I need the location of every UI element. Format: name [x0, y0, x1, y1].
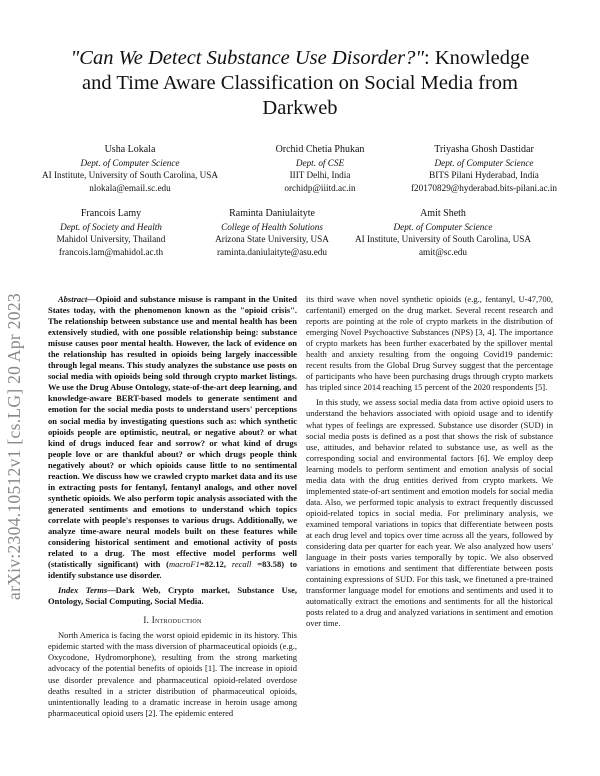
section-heading: [48, 615, 297, 625]
index-terms-text: —Dark Web, Crypto market, Substance Use, Ontology, Social Computing, Social Media.: [48, 585, 297, 607]
author-org: Arizona State University, USA: [215, 234, 329, 245]
arxiv-stamp: arXiv:2304.10512v1 [cs.LG] 20 Apr 2023: [4, 293, 24, 600]
author-block: [252, 144, 388, 194]
author-block: [40, 208, 182, 258]
author-email: amit@sc.edu: [418, 246, 467, 257]
abstract: [48, 294, 297, 581]
author-email: raminta.daniulaityte@asu.edu: [217, 246, 327, 257]
author-org: AI Institute, University of South Carolina, USA: [41, 170, 219, 181]
right-column: [306, 294, 553, 629]
author-email: f20170829@hyderabad.bits-pilani.ac.in: [411, 182, 557, 193]
author-name: Francois Lamy: [80, 208, 142, 219]
author-block: [192, 208, 352, 258]
study-paragraph: In this study, we assess social media data from active opioid users to understand the behaviors associated with opioid usage and to identify what types of feelings are expressed. Substance use disorder (SUD) in social media posts is defined as a post that shows the risk of substance use, attitudes, and behavior related to substance use, as well as the corresponding social and environmental factors [6]. We employ deep learning models to perform sentiment and emotion analysis of social media data with the drug entities derived from crypto markets. We implemented state-of-art sentiment and emotion models for social media data. Also, we performed topic analysis to extract frequently discussed opioid-related topics in social media. For preliminary analysis, we examined temporal variations in topics that differentiate between posts at each drug level and topics over time across all the years, followed by considering data per quarter for each year. We also analyzed how users' language in their posts varies temporally by topic. We also observed variations in emotions and sentiment that differentiate between posts containing expressions of SUD. For this task, we finetuned a pre-trained transformer language model for emotions and sentiments and used it to automatically extract the emotions and sentiments for all the historical posts related to a drug and analyzed variations in sentiment and emotion over time.: [306, 397, 553, 629]
title-rest: : Knowledge and Time Aware Classification on Social Media from Darkweb: [82, 47, 530, 119]
author-org: Mahidol University, Thailand: [56, 234, 166, 245]
intro-paragraph-cont: its third wave when novel synthetic opioids (e.g., fentanyl, U-47,700, carfentanil) emerged on the drug market. Several recent research and reports are pointing at the role of crypto markets in the distribution of emerging Novel Psychoactive Substances (NPS) [3, 4]. The importance of crypto markets has been further exacerbated by the spillover mental health and anxiety resulting from the ongoing Covid19 pandemic: recent results from the Global Drug Survey suggest that the percentage of participants who have been purchasing drugs through crypto markets has tripled since 2014 reaching 15 percent of the 2020 respondents [5].: [306, 294, 553, 393]
math-macro-f1: macroF1: [169, 559, 200, 570]
author-name: Amit Sheth: [420, 208, 466, 219]
author-org: IIIT Delhi, India: [289, 170, 351, 181]
author-name: Orchid Chetia Phukan: [275, 144, 365, 155]
author-org: BITS Pilani Hyderabad, India: [429, 170, 539, 181]
abstract-mid: =82.12,: [199, 559, 232, 570]
title-quoted: "Can We Detect Substance Use Disorder?": [70, 47, 424, 69]
intro-paragraph: North America is facing the worst opioid epidemic in its history. This epidemic started with the mass diversion of pharmaceutical opioids (e.g., Oxycodone, Hydromorphone), resulting from the strong marketing advocacy of the potential benefits of opioids [1]. The increase in opioid use disorder prevalence and pharmaceutical opioid-related overdose deaths resulted in a stricter distribution of pharmaceutical opioids, unintentionally leading to a dramatic increase in heroin usage among pharmaceutical opioid users [2]. The epidemic entered: [48, 630, 297, 718]
author-block: [334, 208, 552, 258]
author-dept: Dept. of Computer Science: [80, 157, 180, 168]
abstract-label: Abstract: [58, 294, 88, 304]
section-title: Introduction: [151, 615, 202, 626]
author-name: Usha Lokala: [104, 144, 156, 155]
author-email: francois.lam@mahidol.ac.th: [58, 246, 164, 257]
index-terms: [48, 585, 297, 607]
author-email: orchidp@iiitd.ac.in: [284, 182, 356, 193]
author-block: [40, 144, 220, 194]
author-dept: Dept. of Computer Science: [393, 221, 493, 232]
author-org: AI Institute, University of South Carolina, USA: [354, 234, 532, 245]
author-dept: College of Health Solutions: [221, 221, 323, 232]
author-dept: Dept. of CSE: [295, 157, 345, 168]
abstract-after: =83.58) to identify substance use disorder.: [48, 559, 297, 581]
author-name: Raminta Daniulaityte: [229, 208, 315, 219]
section-number: I.: [143, 615, 150, 626]
left-column: [48, 294, 297, 719]
math-recall: recall: [231, 559, 252, 570]
author-dept: Dept. of Society and Health: [60, 221, 162, 232]
index-terms-label: Index Terms: [58, 585, 108, 596]
author-dept: Dept. of Computer Science: [434, 157, 534, 168]
author-block: [386, 144, 582, 194]
author-email: nlokala@email.sc.edu: [89, 182, 171, 193]
author-name: Triyasha Ghosh Dastidar: [434, 144, 534, 155]
paper-title: [60, 46, 540, 121]
abstract-text: —Opioid and substance misuse is rampant in the United States today, with the phenomenon known as the "opioid crisis". The relationship between substance use and mental health has been extensively studied, with one possible relationship being: substance misuse causes poor mental health. However, the lack of evidence on the relationship has resulted in opioids being largely inaccessible through legal means. This study analyzes the substance use posts on social media with opioids being sold through crypto market listings. We use the Drug Abuse Ontology, state-of-the-art deep learning, and knowledge-aware BERT-based models to generate sentiment and emotion for the social media posts to understand users' perceptions on social media by investigating questions such as: which synthetic opioids people are optimistic, neutral, or negative about? or what kind of drugs induced fear and sorrow? or what kind of drugs people love or are thankful about? or which drugs people think negatively about? or which opioids cause little to no sentimental reaction. We discuss how we crawled crypto market data and its use in extracting posts for fentanyl, fentanyl analogs, and other novel synthetic opioids. We also perform topic analysis associated with the generated sentiments and emotions to understand which topics correlate with people's responses to various drugs. Additionally, we analyze time-aware neural models built on these features while considering historical sentiment and emotional activity of posts related to a drug. The most effective model performs well (statistically significant) with (: [48, 294, 297, 570]
